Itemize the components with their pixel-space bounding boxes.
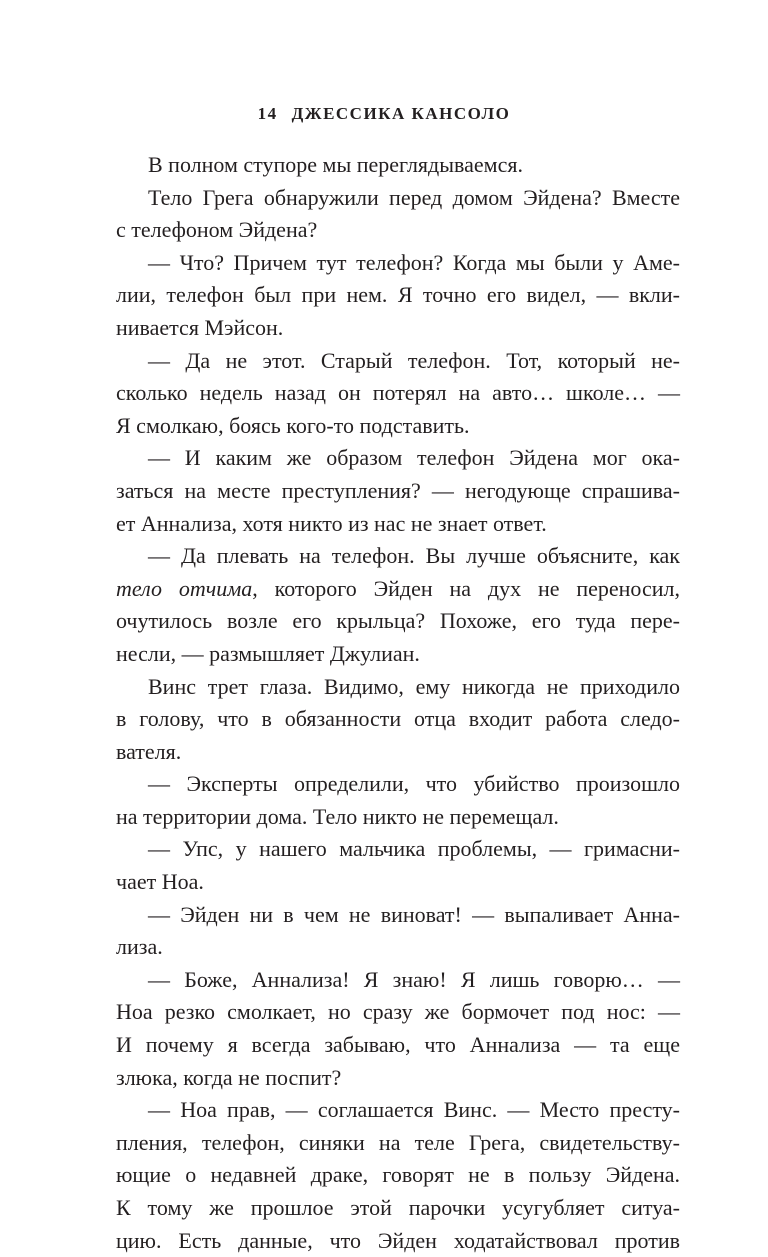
text-line: Я смолкаю, боясь кого-то подставить.	[116, 412, 470, 438]
running-head	[0, 104, 768, 124]
text-line: лиза.	[116, 934, 163, 960]
text-line: — И каким же образом телефон Эйдена мог ока-	[148, 445, 680, 471]
text-line: — Упс, у нашего мальчика проблемы, — гримасни-	[148, 836, 680, 862]
text-line: — Эйден ни в чем не виноват! — выпаливает Анна-	[148, 901, 680, 927]
text-line	[116, 573, 680, 606]
text-line: ет Аннализа, хотя никто из нас не знает ответ.	[116, 510, 547, 536]
page-number: 14	[257, 104, 278, 123]
text-line: В полном ступоре мы переглядываемся.	[148, 152, 523, 177]
text-line: ющие о недавней драке, говорят не в пользу Эйдена.	[116, 1162, 680, 1188]
text-line: Тело Грега обнаружили перед домом Эйдена? Вместе	[148, 184, 680, 210]
author-name: ДЖЕССИКА КАНСОЛО	[291, 104, 511, 123]
text-line: злюка, когда не поспит?	[116, 1064, 342, 1090]
text-line: с телефоном Эйдена?	[116, 217, 318, 243]
text-line: в голову, что в обязанности отца входит работа следо-	[116, 706, 680, 732]
text-line: сколько недель назад он потерял на авто… школе… —	[116, 380, 680, 406]
text-line: на территории дома. Тело никто не перемещал.	[116, 803, 559, 829]
text-line: — Да плевать на телефон. Вы лучше объясните, как	[148, 543, 680, 569]
text-line: — Ноа прав, — соглашается Винс. — Место престу-	[148, 1097, 680, 1123]
text-line: заться на месте преступления? — негодующе спрашива-	[116, 477, 680, 503]
text-line: лии, телефон был при нем. Я точно его видел, — вкли-	[116, 282, 680, 308]
text-line: — Эксперты определили, что убийство произошло	[148, 771, 680, 797]
body-text	[116, 149, 680, 1257]
text-line: Ноа резко смолкает, но сразу же бормочет под нос: —	[116, 999, 680, 1025]
text-line: — Да не этот. Старый телефон. Тот, который не-	[148, 347, 680, 373]
text-line: К тому же прошлое этой парочки усугубляет ситуа-	[116, 1195, 680, 1220]
text-line: нивается Мэйсон.	[116, 314, 284, 340]
text-line: цию. Есть данные, что Эйден ходатайствовал против	[116, 1227, 680, 1253]
text-line: пления, телефон, синяки на теле Грега, свидетельству-	[116, 1129, 680, 1155]
text-line: — Что? Причем тут телефон? Когда мы были у Аме-	[148, 249, 680, 275]
text-line: очутилось возле его крыльца? Похоже, его туда пере-	[116, 608, 680, 634]
italic-phrase: тело отчима	[116, 575, 253, 601]
text-line: чает Ноа.	[116, 869, 204, 895]
text-line: вателя.	[116, 738, 182, 764]
text-line: И почему я всегда забываю, что Аннализа — та еще	[116, 1032, 680, 1058]
text-line-rest: , которого Эйден на дух не переносил,	[252, 575, 680, 601]
text-line: — Боже, Аннализа! Я знаю! Я лишь говорю… —	[148, 966, 680, 992]
text-line: несли, — размышляет Джулиан.	[116, 640, 420, 666]
text-line: Винс трет глаза. Видимо, ему никогда не приходило	[148, 673, 680, 699]
